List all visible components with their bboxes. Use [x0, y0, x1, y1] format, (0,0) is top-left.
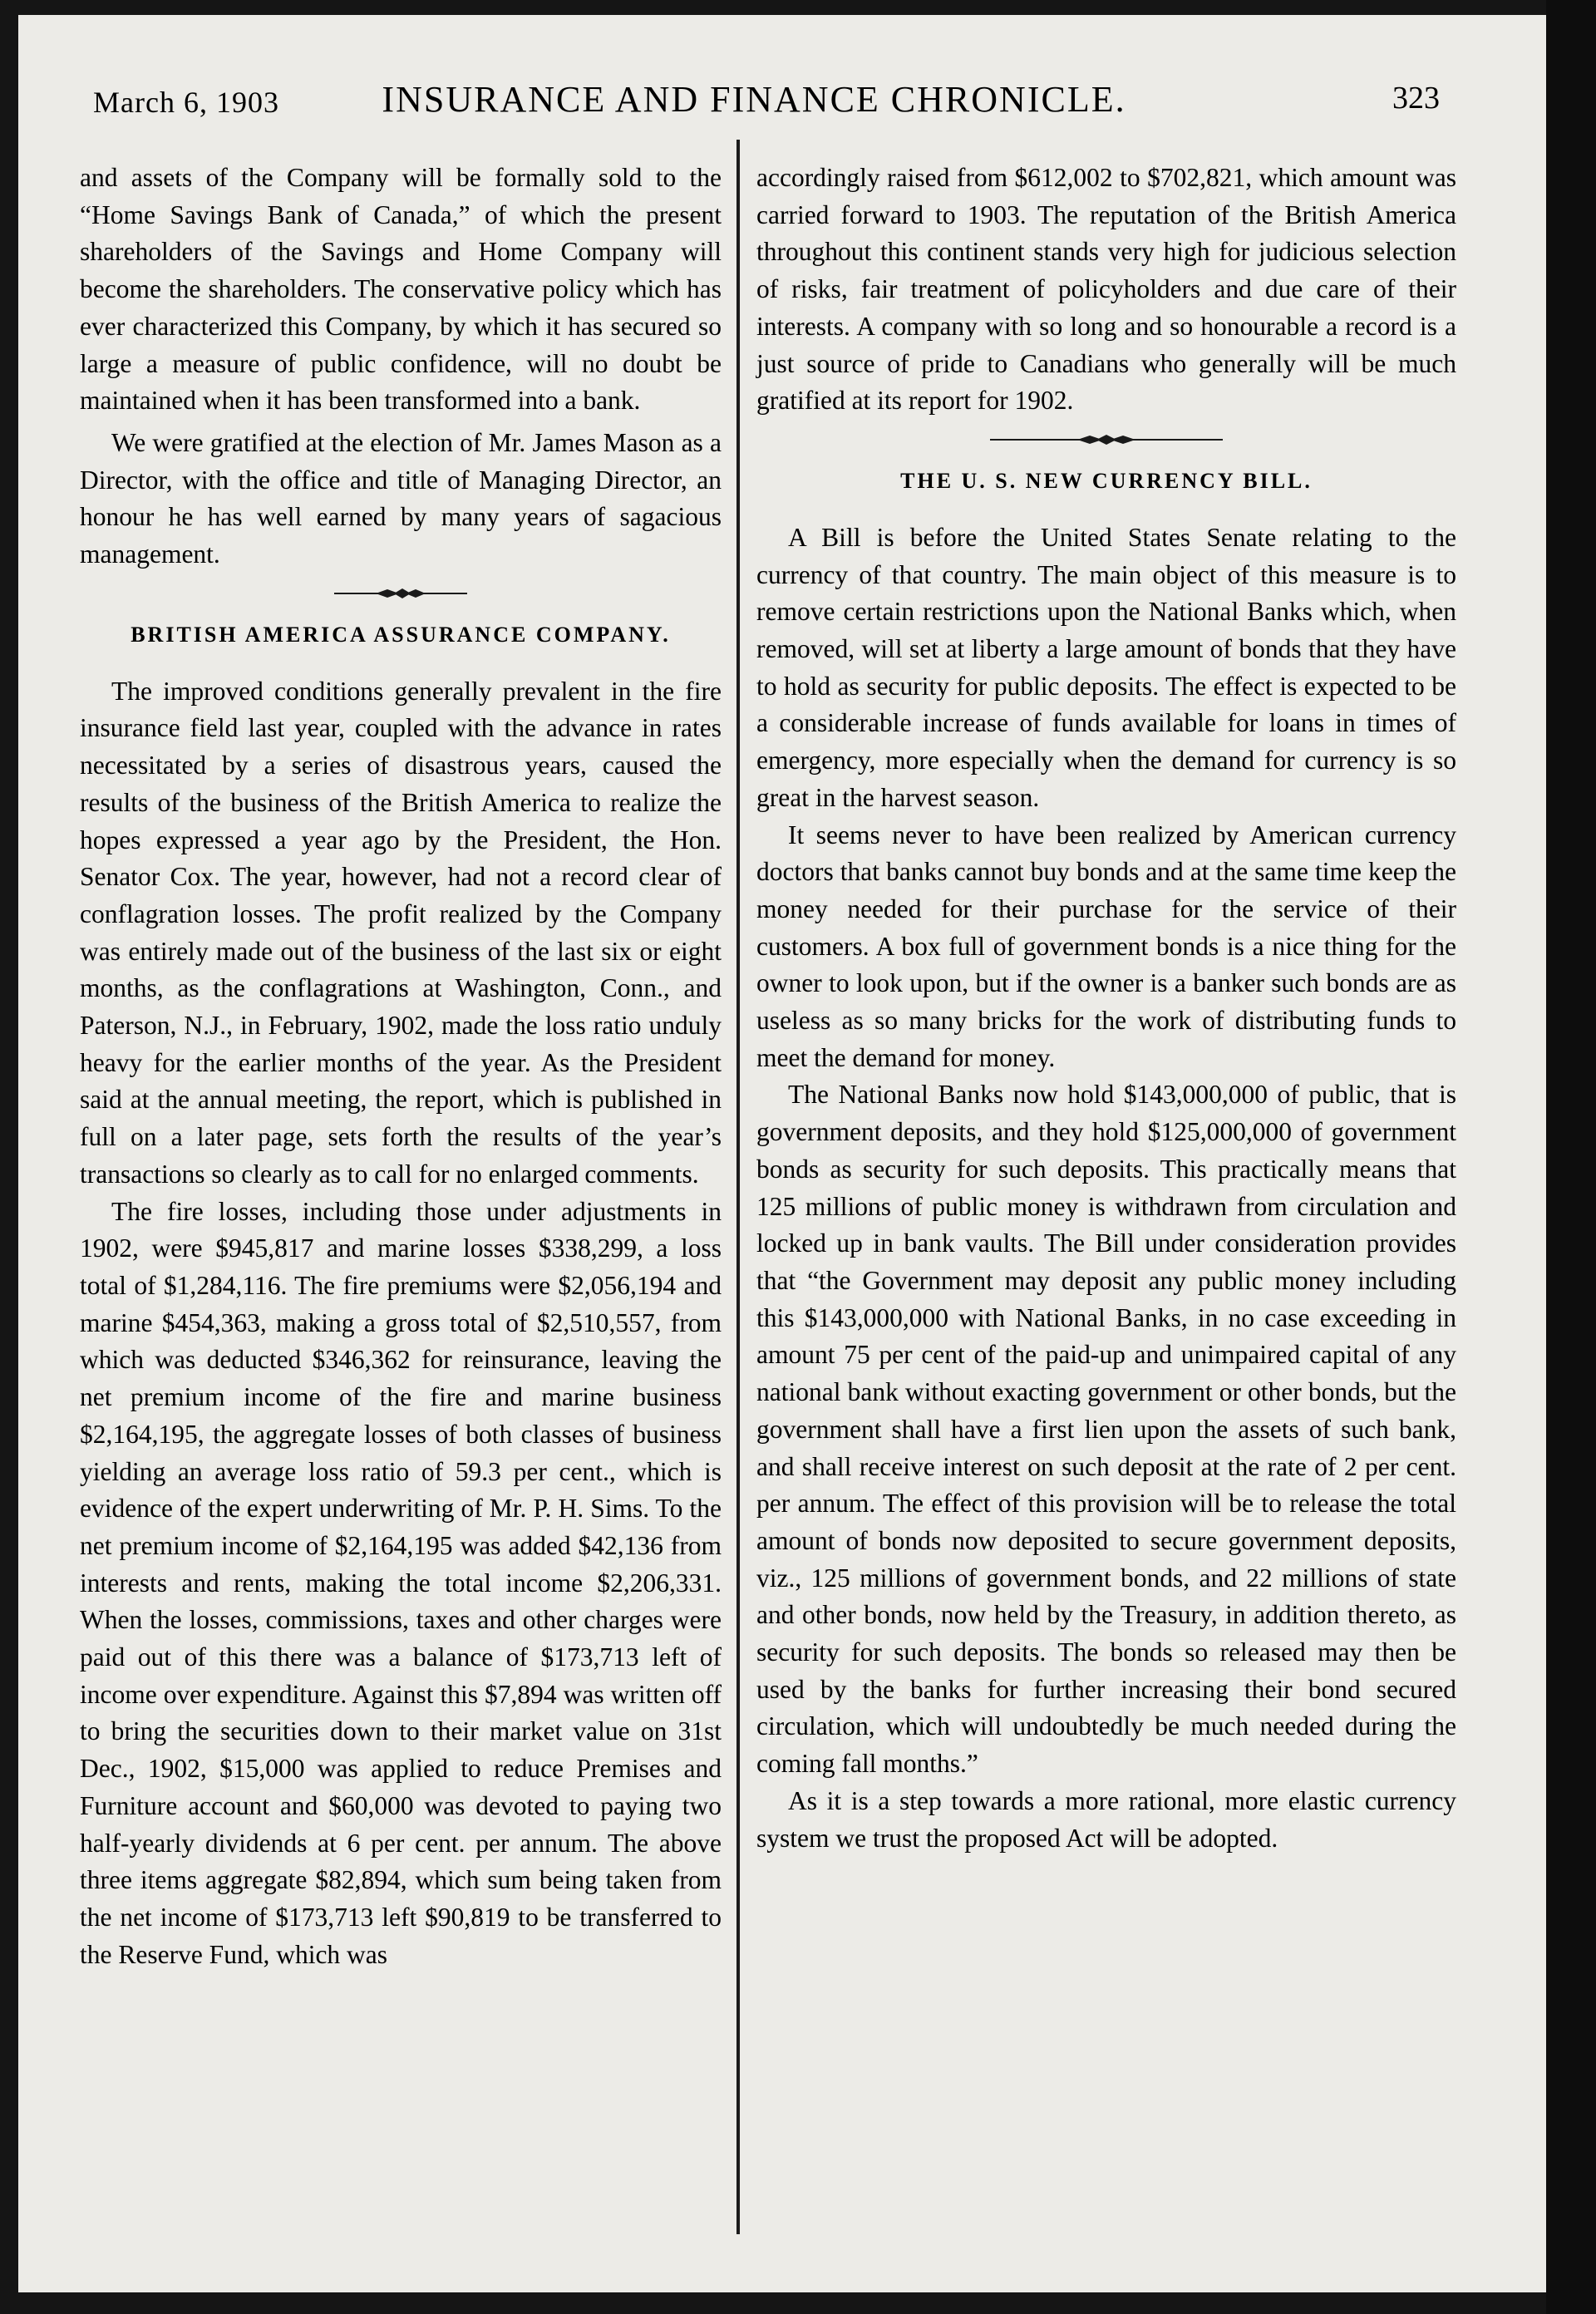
paragraph: and assets of the Company will be formally sold to the “Home Savings Bank of Canada,” of which the present shareholders of the Savings and Home Company will become the shareholders. The conservative policy which has ever characterized this Company, by which it has secured so large a measure of public confidence, will no doubt be maintained when it has been transformed into a bank. [80, 163, 722, 416]
paragraph: It seems never to have been realized by American currency doctors that banks cannot buy bonds and at the same time keep the money needed for their purchase for the service of their customers. A box full of government bonds is a nice thing for the owner to look upon, but if the owner is a banker such bonds are as useless as so many bricks for the work of distributing funds to meet the demand for money. [756, 820, 1456, 1072]
left-column [80, 160, 722, 1973]
page-number: 323 [1392, 81, 1440, 116]
ornament-divider [756, 420, 1456, 460]
paragraph: accordingly raised from $612,002 to $702,821, which amount was carried forward to 1903. The reputation of the British America throughout this continent stands very high for judicious selection of risks, fair treatment of policyholders and due care of their interests. A company with so long and so honourable a record is a just source of pride to Canadians who generally will be much gratified at its report for 1902. [756, 163, 1456, 416]
column-divider [736, 140, 740, 2234]
paragraph: The improved conditions generally prevalent in the fire insurance field last year, coupled with the advance in rates necessitated by a series of disastrous years, caused the results of the business of the British America to realize the hopes expressed a year ago by the President, the Hon. Senator Cox. The year, however, had not a record clear of conflagration losses. The profit realized by the Company was entirely made out of the business of the last six or eight months, as the conflagrations at Washington, Conn., and Paterson, N.J., in February, 1902, made the loss ratio unduly heavy for the earlier months of the year. As the President said at the annual meeting, the report, which is published in full on a later page, sets forth the results of the year’s transactions so clearly as to call for no enlarged comments. [80, 676, 722, 1189]
article-heading: THE U. S. NEW CURRENCY BILL. [900, 468, 1313, 493]
right-column [756, 160, 1456, 1857]
publication-title: INSURANCE AND FINANCE CHRONICLE. [382, 79, 1126, 120]
scan-edge [1546, 0, 1596, 2314]
ornament-divider [80, 574, 722, 613]
article-heading: BRITISH AMERICA ASSURANCE COMPANY. [131, 622, 671, 647]
paragraph: The National Banks now hold $143,000,000 of public, that is government deposits, and they hold $125,000,000 of government bonds as security for such deposits. This practically means that 125 millions of public money is withdrawn from circulation and locked up in bank vaults. The Bill under consideration provides that “the Government may deposit any public money including this $143,000,000 with National Banks, in no case exceeding in amount 75 per cent of the paid-up and unimpaired capital of any national bank without exacting government or other bonds, but the government shall have a first lien upon the assets of such bank, and shall receive interest on such deposit at the rate of 2 per cent. per annum. The effect of this provision will be to release the total amount of bonds now deposited to secure government deposits, viz., 125 millions of government bonds, and 22 millions of state and other bonds, now held by the Treasury, in addition thereto, as security for such deposits. The bonds so released may then be used by the banks for further increasing their bond secured circulation, which will undoubtedly be much needed during the coming fall months.” [756, 1080, 1456, 1779]
paragraph: We were gratified at the election of Mr. James Mason as a Director, with the office and title of Managing Director, an honour he has well earned by many years of sagacious management. [80, 427, 722, 569]
header-date: March 6, 1903 [93, 86, 279, 119]
paragraph: The fire losses, including those under adjustments in 1902, were $945,817 and marine losses $338,299, a loss total of $1,284,116. The fire premiums were $2,056,194 and marine $454,363, making a gross total of $2,510,557, from which was deducted $346,362 for reinsurance, leaving the net premium income of the fire and marine business $2,164,195, the aggregate losses of both classes of business yielding an average loss ratio of 59.3 per cent., which is evidence of the expert underwriting of Mr. P. H. Sims. To the net premium income of $2,164,195 was added $42,136 from interests and rents, making the total income $2,206,331. When the losses, commissions, taxes and other charges were paid out of this there was a balance of $173,713 left of income over expenditure. Against this $7,894 was written off to bring the securities down to their market value on 31st Dec., 1902, $15,000 was applied to reduce Premises and Furniture account and $60,000 was devoted to paying two half-yearly dividends at 6 per cent. per annum. The above three items aggregate $82,894, which sum being taken from the net income of $173,713 left $90,819 to be transferred to the Reserve Fund, which was [80, 1196, 722, 1969]
paragraph: As it is a step towards a more rational, more elastic currency system we trust the proposed Act will be adopted. [756, 1785, 1456, 1853]
page-header [68, 76, 1440, 126]
paragraph: A Bill is before the United States Senate relating to the currency of that country. The main object of this measure is to remove certain restrictions upon the National Banks which, when removed, will set at liberty a large amount of bonds that they have to hold as security for public deposits. The effect is expected to be a considerable increase of funds available for loans in times of emergency, more especially when the demand for currency is so great in the harvest season. [756, 522, 1456, 812]
